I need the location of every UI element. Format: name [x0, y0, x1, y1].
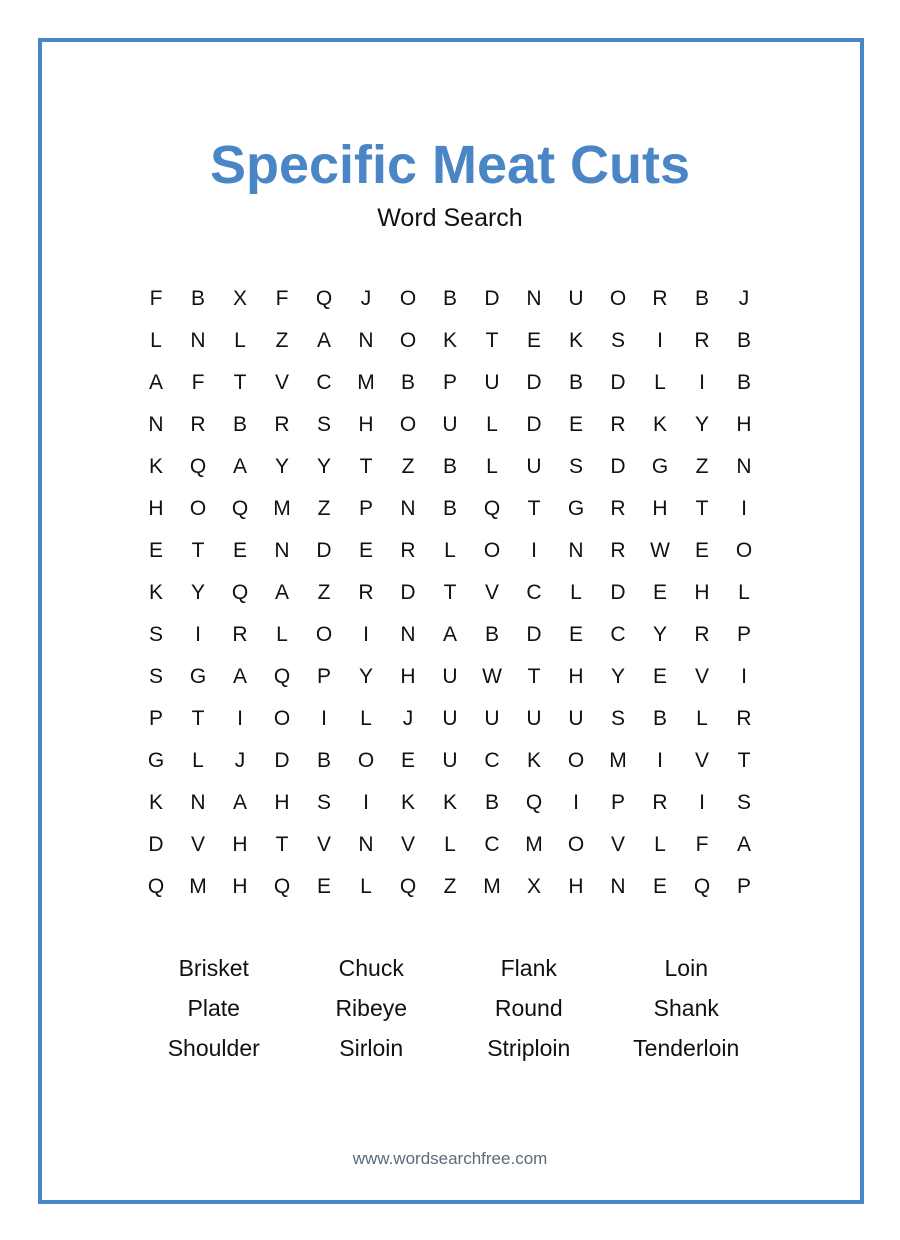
grid-letter: H [274, 791, 290, 814]
grid-letter: R [400, 539, 416, 562]
grid-letter: Y [358, 665, 373, 688]
grid-letter: O [273, 707, 291, 730]
word-item: Round [494, 994, 563, 1021]
grid-letter: N [526, 287, 542, 310]
grid-letter: A [148, 371, 163, 394]
grid-letter: Q [273, 665, 291, 688]
grid-letter: C [484, 833, 500, 856]
grid-letter: I [573, 791, 579, 814]
grid-letter: L [444, 539, 456, 562]
grid-letter: Y [274, 455, 289, 478]
grid-letter: E [358, 539, 373, 562]
grid-letter: L [150, 329, 162, 352]
grid-letter: Y [694, 413, 709, 436]
grid-letter: A [316, 329, 331, 352]
word-item: Flank [500, 954, 557, 981]
grid-letter: E [652, 665, 667, 688]
grid-letter: K [148, 791, 163, 814]
grid-letter: L [360, 875, 372, 898]
grid-letter: N [610, 875, 626, 898]
grid-letter: O [189, 497, 207, 520]
grid-letter: I [195, 623, 201, 646]
grid-letter: M [273, 497, 291, 520]
grid-letter: L [360, 707, 372, 730]
grid-letter: Z [401, 455, 415, 478]
grid-letter: P [148, 707, 163, 730]
grid-letter: K [652, 413, 667, 436]
grid-letter: U [442, 665, 458, 688]
grid-letter: F [695, 833, 709, 856]
grid-letter: H [232, 833, 248, 856]
grid-letter: S [610, 707, 625, 730]
grid-letter: L [570, 581, 582, 604]
grid-letter: N [190, 791, 206, 814]
grid-letter: V [190, 833, 205, 856]
grid-letter: A [274, 581, 289, 604]
grid-letter: T [191, 707, 205, 730]
grid-letter: L [234, 329, 246, 352]
grid-letter: Z [317, 581, 331, 604]
grid-letter: S [610, 329, 625, 352]
grid-letter: Y [610, 665, 625, 688]
grid-letter: B [694, 287, 709, 310]
grid-letter: B [316, 749, 331, 772]
grid-letter: R [610, 413, 626, 436]
grid-letter: V [400, 833, 415, 856]
grid-letter: D [148, 833, 164, 856]
grid-letter: O [315, 623, 333, 646]
grid-letter: E [400, 749, 415, 772]
page-subtitle: Word Search [377, 204, 523, 232]
letter-grid [135, 278, 765, 908]
grid-letter: B [568, 371, 583, 394]
grid-letter: O [567, 833, 585, 856]
grid-letter: T [527, 497, 541, 520]
grid-letter: D [610, 371, 626, 394]
grid-letter: W [482, 665, 502, 688]
grid-letter: B [736, 371, 751, 394]
grid-letter: K [526, 749, 541, 772]
grid-letter: I [657, 749, 663, 772]
grid-letter: O [399, 329, 417, 352]
grid-letter: U [568, 287, 584, 310]
grid-letter: N [148, 413, 164, 436]
grid-letter: I [699, 371, 705, 394]
grid-letter: V [484, 581, 499, 604]
grid-letter: D [610, 581, 626, 604]
grid-letter: H [232, 875, 248, 898]
footer-url: www.wordsearchfree.com [352, 1149, 548, 1168]
grid-letter: B [442, 455, 457, 478]
grid-letter: C [610, 623, 626, 646]
grid-letter: Y [316, 455, 331, 478]
grid-letter: T [527, 665, 541, 688]
grid-letter: Z [317, 497, 331, 520]
word-item: Tenderloin [633, 1034, 740, 1061]
word-item: Shank [653, 994, 719, 1021]
grid-letter: K [442, 791, 457, 814]
grid-letter: E [232, 539, 247, 562]
word-item: Plate [187, 994, 240, 1021]
grid-letter: E [568, 623, 583, 646]
grid-letter: Q [231, 581, 249, 604]
grid-letter: L [738, 581, 750, 604]
grid-letter: A [736, 833, 751, 856]
grid-letter: J [738, 287, 750, 310]
grid-letter: B [442, 497, 457, 520]
grid-letter: C [526, 581, 542, 604]
grid-letter: G [567, 497, 585, 520]
grid-letter: J [360, 287, 372, 310]
grid-letter: I [741, 665, 747, 688]
grid-letter: G [147, 749, 165, 772]
grid-letter: V [274, 371, 289, 394]
grid-letter: T [359, 455, 373, 478]
grid-letter: V [694, 665, 709, 688]
grid-letter: H [694, 581, 710, 604]
grid-letter: V [316, 833, 331, 856]
grid-letter: H [568, 875, 584, 898]
grid-letter: U [484, 707, 500, 730]
word-item: Ribeye [335, 994, 408, 1021]
grid-letter: I [321, 707, 327, 730]
grid-letter: S [316, 413, 331, 436]
grid-letter: B [736, 329, 751, 352]
grid-letter: G [651, 455, 669, 478]
grid-letter: N [400, 623, 416, 646]
grid-letter: U [568, 707, 584, 730]
grid-letter: B [484, 623, 499, 646]
word-item: Loin [664, 954, 708, 981]
grid-letter: R [358, 581, 374, 604]
grid-letter: A [232, 455, 247, 478]
grid-letter: R [610, 539, 626, 562]
grid-letter: D [484, 287, 500, 310]
grid-letter: Q [147, 875, 165, 898]
grid-letter: D [316, 539, 332, 562]
grid-letter: Q [189, 455, 207, 478]
grid-letter: T [695, 497, 709, 520]
grid-letter: I [741, 497, 747, 520]
grid-letter: I [363, 791, 369, 814]
grid-letter: L [654, 833, 666, 856]
grid-letter: B [190, 287, 205, 310]
grid-letter: S [736, 791, 751, 814]
grid-letter: T [443, 581, 457, 604]
grid-letter: D [526, 623, 542, 646]
grid-letter: I [699, 791, 705, 814]
grid-letter: O [357, 749, 375, 772]
grid-letter: L [654, 371, 666, 394]
grid-letter: F [191, 371, 205, 394]
grid-letter: Q [315, 287, 333, 310]
grid-letter: S [316, 791, 331, 814]
grid-letter: X [232, 287, 247, 310]
grid-letter: V [610, 833, 625, 856]
grid-letter: U [442, 707, 458, 730]
grid-letter: E [568, 413, 583, 436]
grid-letter: R [694, 623, 710, 646]
word-item: Brisket [178, 954, 249, 981]
grid-letter: A [442, 623, 457, 646]
grid-letter: O [567, 749, 585, 772]
grid-letter: N [568, 539, 584, 562]
grid-letter: O [399, 287, 417, 310]
grid-letter: P [316, 665, 331, 688]
grid-letter: H [568, 665, 584, 688]
grid-letter: P [610, 791, 625, 814]
grid-letter: N [190, 329, 206, 352]
grid-letter: I [531, 539, 537, 562]
grid-letter: F [149, 287, 163, 310]
grid-letter: R [610, 497, 626, 520]
word-list [135, 948, 765, 1068]
grid-letter: L [696, 707, 708, 730]
grid-letter: K [148, 455, 163, 478]
grid-letter: M [525, 833, 543, 856]
grid-letter: N [274, 539, 290, 562]
grid-letter: B [442, 287, 457, 310]
grid-letter: F [275, 287, 289, 310]
grid-letter: E [652, 875, 667, 898]
grid-letter: L [486, 455, 498, 478]
grid-letter: E [652, 581, 667, 604]
grid-letter: A [232, 791, 247, 814]
grid-letter: H [358, 413, 374, 436]
grid-letter: M [357, 371, 375, 394]
grid-letter: N [358, 329, 374, 352]
grid-letter: N [400, 497, 416, 520]
grid-letter: P [442, 371, 457, 394]
grid-letter: Q [525, 791, 543, 814]
grid-letter: L [276, 623, 288, 646]
grid-letter: O [609, 287, 627, 310]
grid-letter: R [232, 623, 248, 646]
grid-letter: R [652, 287, 668, 310]
grid-letter: B [400, 371, 415, 394]
grid-letter: E [526, 329, 541, 352]
grid-letter: D [274, 749, 290, 772]
grid-letter: B [232, 413, 247, 436]
grid-letter: R [694, 329, 710, 352]
grid-letter: Z [275, 329, 289, 352]
grid-letter: Q [483, 497, 501, 520]
grid-letter: O [735, 539, 753, 562]
grid-letter: H [652, 497, 668, 520]
grid-letter: Q [693, 875, 711, 898]
grid-letter: C [316, 371, 332, 394]
grid-letter: U [526, 455, 542, 478]
grid-letter: R [274, 413, 290, 436]
grid-letter: U [442, 413, 458, 436]
grid-letter: K [568, 329, 583, 352]
grid-letter: R [736, 707, 752, 730]
grid-letter: D [610, 455, 626, 478]
grid-letter: Q [231, 497, 249, 520]
grid-letter: Q [273, 875, 291, 898]
grid-letter: C [484, 749, 500, 772]
grid-letter: H [400, 665, 416, 688]
grid-letter: Z [695, 455, 709, 478]
grid-letter: D [526, 371, 542, 394]
grid-letter: I [363, 623, 369, 646]
grid-letter: E [694, 539, 709, 562]
grid-letter: N [358, 833, 374, 856]
grid-letter: Z [443, 875, 457, 898]
grid-letter: H [736, 413, 752, 436]
grid-letter: R [652, 791, 668, 814]
grid-letter: L [192, 749, 204, 772]
grid-letter: I [657, 329, 663, 352]
word-item: Chuck [338, 954, 404, 981]
grid-letter: G [189, 665, 207, 688]
word-item: Shoulder [167, 1034, 260, 1061]
grid-letter: O [483, 539, 501, 562]
grid-letter: Q [399, 875, 417, 898]
grid-letter: X [526, 875, 541, 898]
grid-letter: I [237, 707, 243, 730]
grid-letter: U [442, 749, 458, 772]
grid-letter: K [148, 581, 163, 604]
grid-letter: Y [652, 623, 667, 646]
grid-letter: B [484, 791, 499, 814]
grid-letter: T [485, 329, 499, 352]
grid-letter: P [736, 875, 751, 898]
grid-letter: S [148, 623, 163, 646]
grid-letter: L [486, 413, 498, 436]
grid-letter: O [399, 413, 417, 436]
grid-letter: U [484, 371, 500, 394]
grid-letter: Y [190, 581, 205, 604]
page-title: Specific Meat Cuts [209, 135, 691, 195]
grid-letter: M [483, 875, 501, 898]
grid-letter: E [148, 539, 163, 562]
grid-letter: E [316, 875, 331, 898]
word-item: Striploin [487, 1034, 571, 1061]
grid-letter: S [148, 665, 163, 688]
grid-letter: P [358, 497, 373, 520]
grid-letter: T [737, 749, 751, 772]
grid-letter: V [694, 749, 709, 772]
grid-letter: D [400, 581, 416, 604]
grid-letter: S [568, 455, 583, 478]
grid-letter: A [232, 665, 247, 688]
grid-letter: T [233, 371, 247, 394]
grid-letter: J [402, 707, 414, 730]
grid-letter: M [609, 749, 627, 772]
grid-letter: T [191, 539, 205, 562]
grid-letter: R [190, 413, 206, 436]
grid-letter: P [736, 623, 751, 646]
grid-letter: T [275, 833, 289, 856]
grid-letter: B [652, 707, 667, 730]
grid-letter: M [189, 875, 207, 898]
grid-letter: L [444, 833, 456, 856]
grid-letter: W [650, 539, 670, 562]
grid-letter: K [442, 329, 457, 352]
grid-letter: U [526, 707, 542, 730]
grid-letter: N [736, 455, 752, 478]
grid-letter: J [234, 749, 246, 772]
word-item: Sirloin [339, 1034, 404, 1061]
grid-letter: H [148, 497, 164, 520]
grid-letter: K [400, 791, 415, 814]
grid-letter: D [526, 413, 542, 436]
